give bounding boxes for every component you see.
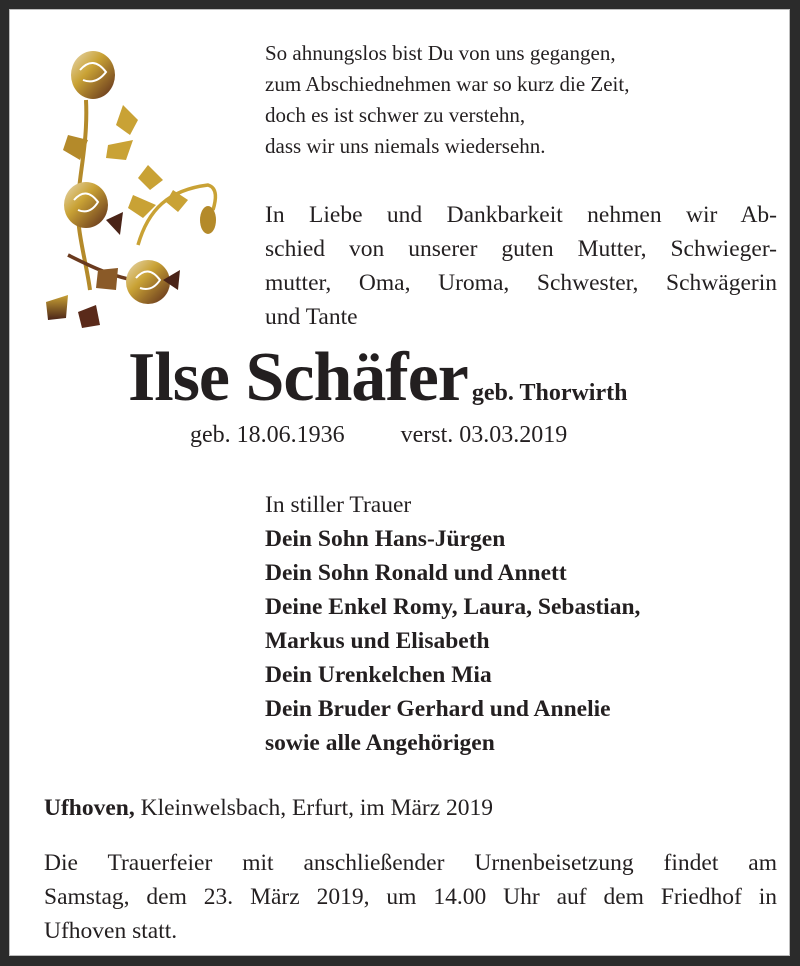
- place-primary: Ufhoven,: [44, 795, 135, 821]
- intro-line: mutter, Oma, Uroma, Schwester, Schwägerin: [265, 270, 777, 296]
- mourner-line: sowie alle Angehörigen: [265, 730, 495, 756]
- poem-line: So ahnungslos bist Du von uns gegangen,: [265, 41, 616, 65]
- funeral-line: Samstag, dem 23. März 2019, um 14.00 Uhr auf dem Friedhof in: [44, 884, 777, 910]
- death-date: verst. 03.03.2019: [400, 422, 568, 448]
- mourner-line: Deine Enkel Romy, Laura, Sebastian,: [265, 594, 641, 620]
- intro-line: und Tante: [265, 304, 358, 330]
- poem-line: doch es ist schwer zu verstehn,: [265, 103, 526, 127]
- mourner-line: Dein Bruder Gerhard und Annelie: [265, 696, 611, 722]
- deceased-name: Ilse Schäfer: [128, 339, 468, 416]
- mourner-line: Dein Urenkelchen Mia: [265, 662, 492, 688]
- mourner-line: Markus und Elisabeth: [265, 628, 490, 654]
- mourners-lead: In stiller Trauer: [265, 492, 412, 518]
- mourner-line: Dein Sohn Hans-Jürgen: [265, 526, 506, 552]
- birth-date: geb. 18.06.1936: [190, 422, 345, 448]
- place-and-date: [44, 795, 493, 822]
- intro-paragraph: [265, 198, 777, 334]
- intro-line: In Liebe und Dankbarkeit nehmen wir Ab-: [265, 202, 777, 228]
- mourner-line: Dein Sohn Ronald und Annett: [265, 560, 567, 586]
- poem: [265, 38, 629, 162]
- rose-branch-icon: [38, 40, 228, 330]
- funeral-line: Die Trauerfeier mit anschließender Urnenbeisetzung findet am: [44, 850, 777, 876]
- poem-line: dass wir uns niemals wiedersehn.: [265, 134, 546, 158]
- maiden-name: geb. Thorwirth: [471, 380, 628, 406]
- funeral-line: Ufhoven statt.: [44, 918, 178, 944]
- poem-line: zum Abschiednehmen war so kurz die Zeit,: [265, 72, 630, 96]
- intro-line: schied von unserer guten Mutter, Schwieger-: [265, 236, 777, 262]
- place-rest: Kleinwelsbach, Erfurt, im März 2019: [134, 795, 494, 821]
- funeral-info: [44, 846, 777, 948]
- deceased-name-row: [128, 338, 627, 418]
- mourners-list: [265, 488, 640, 760]
- obituary-notice: [9, 9, 790, 956]
- life-dates: [190, 422, 567, 449]
